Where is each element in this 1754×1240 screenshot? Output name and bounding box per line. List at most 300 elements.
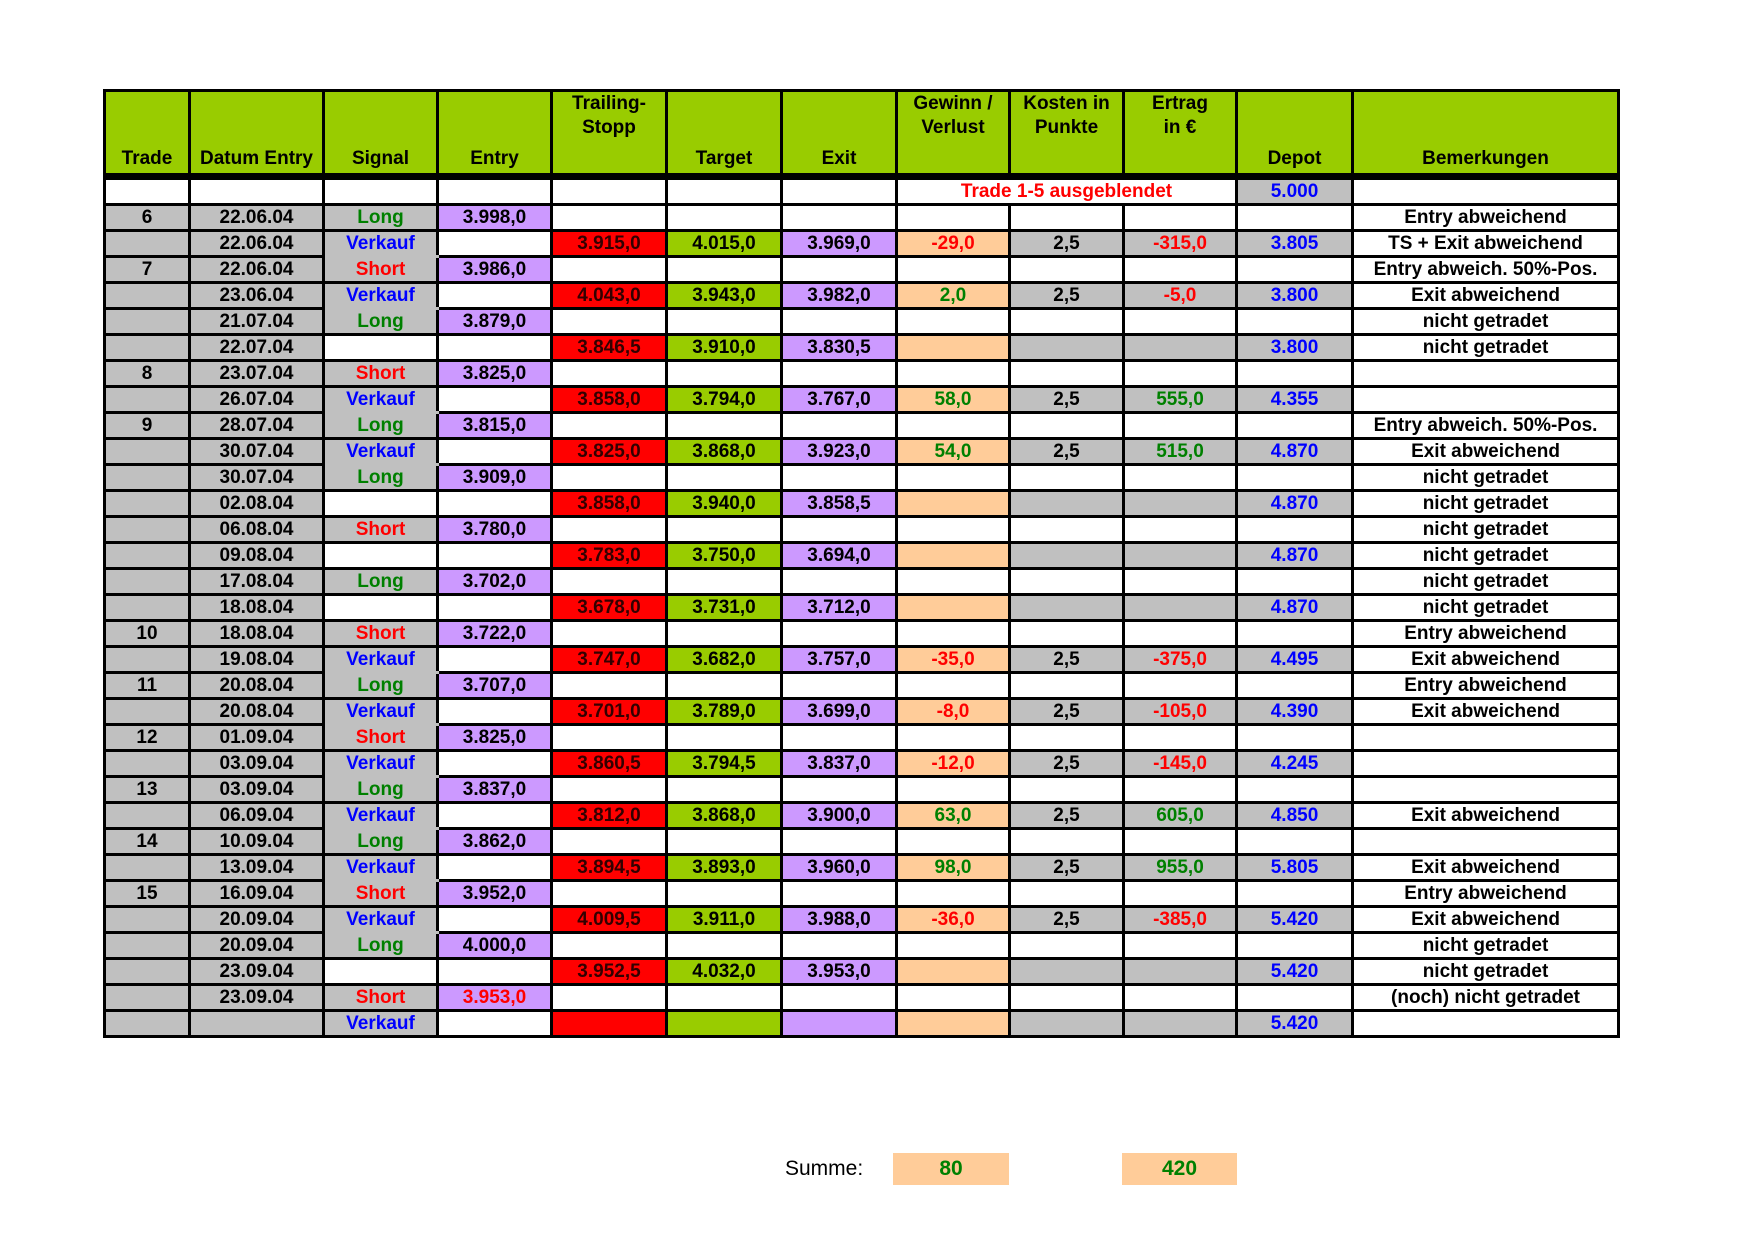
exit-cell[interactable]	[782, 985, 897, 1011]
date-cell[interactable]: 22.06.04	[190, 205, 324, 231]
ertrag-cell[interactable]	[1124, 465, 1237, 491]
date-cell[interactable]: 03.09.04	[190, 777, 324, 803]
kosten-cell[interactable]	[1010, 413, 1124, 439]
ertrag-cell[interactable]: -105,0	[1124, 699, 1237, 725]
kosten-cell[interactable]	[1010, 829, 1124, 855]
cell[interactable]	[667, 177, 782, 205]
trade-number-cell[interactable]	[105, 309, 190, 335]
kosten-cell[interactable]: 2,5	[1010, 803, 1124, 829]
kosten-cell[interactable]	[1010, 205, 1124, 231]
depot-cell[interactable]: 3.800	[1237, 283, 1353, 309]
signal-cell[interactable]: Long	[324, 777, 438, 803]
gewinn-verlust-cell[interactable]: 54,0	[897, 439, 1010, 465]
depot-cell[interactable]	[1237, 257, 1353, 283]
trailing-stopp-cell[interactable]	[552, 985, 667, 1011]
depot-cell[interactable]: 5.420	[1237, 959, 1353, 985]
depot-cell[interactable]: 4.355	[1237, 387, 1353, 413]
depot-cell[interactable]: 4.850	[1237, 803, 1353, 829]
trailing-stopp-cell[interactable]: 3.812,0	[552, 803, 667, 829]
date-cell[interactable]: 20.09.04	[190, 933, 324, 959]
entry-cell[interactable]: 3.879,0	[438, 309, 552, 335]
signal-cell[interactable]: Verkauf	[324, 647, 438, 673]
bemerkung-cell[interactable]: Exit abweichend	[1353, 907, 1619, 933]
ertrag-cell[interactable]	[1124, 725, 1237, 751]
signal-cell[interactable]: Short	[324, 725, 438, 751]
exit-cell[interactable]	[782, 309, 897, 335]
depot-cell[interactable]	[1237, 413, 1353, 439]
kosten-cell[interactable]: 2,5	[1010, 751, 1124, 777]
entry-cell[interactable]	[438, 335, 552, 361]
exit-cell[interactable]	[782, 205, 897, 231]
ertrag-cell[interactable]	[1124, 517, 1237, 543]
entry-cell[interactable]	[438, 751, 552, 777]
ertrag-cell[interactable]	[1124, 829, 1237, 855]
entry-cell[interactable]: 3.837,0	[438, 777, 552, 803]
trailing-stopp-cell[interactable]: 3.701,0	[552, 699, 667, 725]
summe-gewinn-verlust[interactable]: 80	[893, 1153, 1009, 1185]
exit-cell[interactable]: 3.969,0	[782, 231, 897, 257]
gewinn-verlust-cell[interactable]	[897, 673, 1010, 699]
ertrag-cell[interactable]	[1124, 959, 1237, 985]
date-cell[interactable]: 23.09.04	[190, 985, 324, 1011]
date-cell[interactable]: 22.07.04	[190, 335, 324, 361]
ertrag-cell[interactable]	[1124, 257, 1237, 283]
bemerkung-cell[interactable]: nicht getradet	[1353, 569, 1619, 595]
gewinn-verlust-cell[interactable]	[897, 465, 1010, 491]
bemerkung-cell[interactable]: nicht getradet	[1353, 959, 1619, 985]
bemerkung-cell[interactable]	[1353, 387, 1619, 413]
trade-number-cell[interactable]: 8	[105, 361, 190, 387]
trade-number-cell[interactable]	[105, 985, 190, 1011]
entry-cell[interactable]	[438, 491, 552, 517]
bemerkung-cell[interactable]	[1353, 1011, 1619, 1037]
depot-cell[interactable]: 4.245	[1237, 751, 1353, 777]
bemerkung-cell[interactable]	[1353, 777, 1619, 803]
signal-cell[interactable]: Short	[324, 621, 438, 647]
target-cell[interactable]: 3.868,0	[667, 803, 782, 829]
gewinn-verlust-cell[interactable]: 2,0	[897, 283, 1010, 309]
trailing-stopp-cell[interactable]	[552, 465, 667, 491]
kosten-cell[interactable]	[1010, 309, 1124, 335]
depot-cell[interactable]: 4.390	[1237, 699, 1353, 725]
depot-cell[interactable]: 4.870	[1237, 543, 1353, 569]
gewinn-verlust-cell[interactable]	[897, 933, 1010, 959]
depot-cell[interactable]: 5.420	[1237, 1011, 1353, 1037]
gewinn-verlust-cell[interactable]	[897, 777, 1010, 803]
bemerkung-cell[interactable]: Exit abweichend	[1353, 855, 1619, 881]
signal-cell[interactable]	[324, 543, 438, 569]
trade-number-cell[interactable]: 14	[105, 829, 190, 855]
date-cell[interactable]: 16.09.04	[190, 881, 324, 907]
date-cell[interactable]: 23.07.04	[190, 361, 324, 387]
ertrag-cell[interactable]: 555,0	[1124, 387, 1237, 413]
target-cell[interactable]	[667, 205, 782, 231]
exit-cell[interactable]: 3.837,0	[782, 751, 897, 777]
cell[interactable]	[105, 177, 190, 205]
date-cell[interactable]: 18.08.04	[190, 621, 324, 647]
trade-number-cell[interactable]	[105, 1011, 190, 1037]
ertrag-cell[interactable]: 955,0	[1124, 855, 1237, 881]
target-cell[interactable]: 3.868,0	[667, 439, 782, 465]
kosten-cell[interactable]	[1010, 595, 1124, 621]
entry-cell[interactable]: 3.998,0	[438, 205, 552, 231]
signal-cell[interactable]: Verkauf	[324, 1011, 438, 1037]
signal-cell[interactable]	[324, 491, 438, 517]
gewinn-verlust-cell[interactable]	[897, 361, 1010, 387]
trailing-stopp-cell[interactable]	[552, 413, 667, 439]
exit-cell[interactable]	[782, 673, 897, 699]
entry-cell[interactable]	[438, 1011, 552, 1037]
signal-cell[interactable]: Short	[324, 361, 438, 387]
gewinn-verlust-cell[interactable]	[897, 257, 1010, 283]
kosten-cell[interactable]	[1010, 959, 1124, 985]
trade-number-cell[interactable]	[105, 491, 190, 517]
trade-number-cell[interactable]: 7	[105, 257, 190, 283]
entry-cell[interactable]: 3.952,0	[438, 881, 552, 907]
kosten-cell[interactable]	[1010, 491, 1124, 517]
entry-cell[interactable]: 3.953,0	[438, 985, 552, 1011]
gewinn-verlust-cell[interactable]	[897, 985, 1010, 1011]
bemerkung-cell[interactable]: nicht getradet	[1353, 491, 1619, 517]
target-cell[interactable]: 3.893,0	[667, 855, 782, 881]
gewinn-verlust-cell[interactable]	[897, 621, 1010, 647]
signal-cell[interactable]: Long	[324, 569, 438, 595]
trade-number-cell[interactable]	[105, 595, 190, 621]
signal-cell[interactable]: Verkauf	[324, 751, 438, 777]
signal-cell[interactable]: Verkauf	[324, 907, 438, 933]
ertrag-cell[interactable]: 515,0	[1124, 439, 1237, 465]
ertrag-cell[interactable]	[1124, 881, 1237, 907]
trailing-stopp-cell[interactable]	[552, 933, 667, 959]
trailing-stopp-cell[interactable]	[552, 309, 667, 335]
trailing-stopp-cell[interactable]: 3.858,0	[552, 491, 667, 517]
exit-cell[interactable]	[782, 569, 897, 595]
bemerkung-cell[interactable]: nicht getradet	[1353, 933, 1619, 959]
entry-cell[interactable]: 3.722,0	[438, 621, 552, 647]
kosten-cell[interactable]: 2,5	[1010, 855, 1124, 881]
gewinn-verlust-cell[interactable]	[897, 1011, 1010, 1037]
date-cell[interactable]: 17.08.04	[190, 569, 324, 595]
signal-cell[interactable]: Verkauf	[324, 855, 438, 881]
date-cell[interactable]: 20.08.04	[190, 699, 324, 725]
exit-cell[interactable]: 3.900,0	[782, 803, 897, 829]
exit-cell[interactable]: 3.988,0	[782, 907, 897, 933]
target-cell[interactable]	[667, 413, 782, 439]
target-cell[interactable]: 3.794,5	[667, 751, 782, 777]
entry-cell[interactable]	[438, 595, 552, 621]
exit-cell[interactable]	[782, 1011, 897, 1037]
target-cell[interactable]	[667, 725, 782, 751]
ertrag-cell[interactable]	[1124, 309, 1237, 335]
entry-cell[interactable]	[438, 439, 552, 465]
signal-cell[interactable]: Long	[324, 413, 438, 439]
depot-cell[interactable]	[1237, 465, 1353, 491]
trailing-stopp-cell[interactable]	[552, 361, 667, 387]
exit-cell[interactable]	[782, 257, 897, 283]
ertrag-cell[interactable]	[1124, 595, 1237, 621]
depot-cell[interactable]	[1237, 933, 1353, 959]
depot-cell[interactable]: 5.805	[1237, 855, 1353, 881]
trailing-stopp-cell[interactable]: 3.894,5	[552, 855, 667, 881]
entry-cell[interactable]: 4.000,0	[438, 933, 552, 959]
entry-cell[interactable]	[438, 231, 552, 257]
kosten-cell[interactable]: 2,5	[1010, 387, 1124, 413]
signal-cell[interactable]: Verkauf	[324, 439, 438, 465]
depot-cell[interactable]: 4.495	[1237, 647, 1353, 673]
trade-number-cell[interactable]: 9	[105, 413, 190, 439]
date-cell[interactable]: 30.07.04	[190, 439, 324, 465]
depot-cell[interactable]: 4.870	[1237, 439, 1353, 465]
trailing-stopp-cell[interactable]: 3.747,0	[552, 647, 667, 673]
trade-number-cell[interactable]	[105, 543, 190, 569]
target-cell[interactable]: 3.943,0	[667, 283, 782, 309]
exit-cell[interactable]	[782, 413, 897, 439]
bemerkung-cell[interactable]	[1353, 725, 1619, 751]
bemerkung-cell[interactable]: Entry abweichend	[1353, 673, 1619, 699]
ertrag-cell[interactable]	[1124, 777, 1237, 803]
kosten-cell[interactable]	[1010, 621, 1124, 647]
gewinn-verlust-cell[interactable]: 63,0	[897, 803, 1010, 829]
exit-cell[interactable]: 3.953,0	[782, 959, 897, 985]
entry-cell[interactable]: 3.909,0	[438, 465, 552, 491]
kosten-cell[interactable]	[1010, 335, 1124, 361]
exit-cell[interactable]: 3.694,0	[782, 543, 897, 569]
kosten-cell[interactable]	[1010, 985, 1124, 1011]
trade-number-cell[interactable]	[105, 751, 190, 777]
signal-cell[interactable]	[324, 595, 438, 621]
kosten-cell[interactable]	[1010, 569, 1124, 595]
signal-cell[interactable]: Long	[324, 205, 438, 231]
depot-cell[interactable]	[1237, 569, 1353, 595]
bemerkung-cell[interactable]: Exit abweichend	[1353, 803, 1619, 829]
ertrag-cell[interactable]	[1124, 1011, 1237, 1037]
bemerkung-cell[interactable]	[1353, 361, 1619, 387]
entry-cell[interactable]	[438, 283, 552, 309]
ertrag-cell[interactable]	[1124, 205, 1237, 231]
signal-cell[interactable]: Long	[324, 829, 438, 855]
trade-number-cell[interactable]	[105, 959, 190, 985]
exit-cell[interactable]	[782, 777, 897, 803]
cell[interactable]	[438, 177, 552, 205]
bemerkung-cell[interactable]: Exit abweichend	[1353, 283, 1619, 309]
kosten-cell[interactable]	[1010, 777, 1124, 803]
gewinn-verlust-cell[interactable]: -12,0	[897, 751, 1010, 777]
ertrag-cell[interactable]: -375,0	[1124, 647, 1237, 673]
bemerkung-cell[interactable]: nicht getradet	[1353, 465, 1619, 491]
kosten-cell[interactable]	[1010, 517, 1124, 543]
date-cell[interactable]: 06.09.04	[190, 803, 324, 829]
date-cell[interactable]: 23.09.04	[190, 959, 324, 985]
target-cell[interactable]	[667, 361, 782, 387]
target-cell[interactable]: 3.789,0	[667, 699, 782, 725]
depot-cell[interactable]	[1237, 205, 1353, 231]
target-cell[interactable]	[667, 465, 782, 491]
trailing-stopp-cell[interactable]: 3.860,5	[552, 751, 667, 777]
gewinn-verlust-cell[interactable]	[897, 725, 1010, 751]
bemerkung-cell[interactable]: nicht getradet	[1353, 309, 1619, 335]
kosten-cell[interactable]: 2,5	[1010, 699, 1124, 725]
gewinn-verlust-cell[interactable]: 98,0	[897, 855, 1010, 881]
depot-cell[interactable]	[1237, 881, 1353, 907]
trade-number-cell[interactable]	[105, 387, 190, 413]
target-cell[interactable]	[667, 881, 782, 907]
gewinn-verlust-cell[interactable]	[897, 491, 1010, 517]
trade-number-cell[interactable]: 12	[105, 725, 190, 751]
trade-number-cell[interactable]	[105, 517, 190, 543]
cell[interactable]	[324, 177, 438, 205]
signal-cell[interactable]	[324, 959, 438, 985]
target-cell[interactable]: 3.911,0	[667, 907, 782, 933]
ertrag-cell[interactable]: -315,0	[1124, 231, 1237, 257]
exit-cell[interactable]: 3.960,0	[782, 855, 897, 881]
trade-number-cell[interactable]: 6	[105, 205, 190, 231]
gewinn-verlust-cell[interactable]	[897, 413, 1010, 439]
depot-cell[interactable]	[1237, 673, 1353, 699]
ertrag-cell[interactable]	[1124, 985, 1237, 1011]
signal-cell[interactable]: Long	[324, 309, 438, 335]
date-cell[interactable]: 10.09.04	[190, 829, 324, 855]
target-cell[interactable]	[667, 517, 782, 543]
kosten-cell[interactable]	[1010, 257, 1124, 283]
depot-cell[interactable]	[1237, 361, 1353, 387]
exit-cell[interactable]	[782, 517, 897, 543]
signal-cell[interactable]: Long	[324, 673, 438, 699]
trailing-stopp-cell[interactable]	[552, 621, 667, 647]
date-cell[interactable]: 26.07.04	[190, 387, 324, 413]
trade-number-cell[interactable]	[105, 231, 190, 257]
target-cell[interactable]: 4.032,0	[667, 959, 782, 985]
trade-number-cell[interactable]: 11	[105, 673, 190, 699]
target-cell[interactable]: 3.682,0	[667, 647, 782, 673]
entry-cell[interactable]: 3.707,0	[438, 673, 552, 699]
trade-number-cell[interactable]	[105, 569, 190, 595]
trailing-stopp-cell[interactable]: 3.825,0	[552, 439, 667, 465]
kosten-cell[interactable]	[1010, 933, 1124, 959]
trailing-stopp-cell[interactable]: 3.783,0	[552, 543, 667, 569]
entry-cell[interactable]	[438, 907, 552, 933]
ertrag-cell[interactable]: -145,0	[1124, 751, 1237, 777]
entry-cell[interactable]: 3.825,0	[438, 725, 552, 751]
date-cell[interactable]	[190, 1011, 324, 1037]
depot-cell[interactable]	[1237, 517, 1353, 543]
entry-cell[interactable]	[438, 647, 552, 673]
ertrag-cell[interactable]	[1124, 569, 1237, 595]
target-cell[interactable]	[667, 777, 782, 803]
entry-cell[interactable]: 3.780,0	[438, 517, 552, 543]
trade-number-cell[interactable]: 15	[105, 881, 190, 907]
trailing-stopp-cell[interactable]: 3.952,5	[552, 959, 667, 985]
trailing-stopp-cell[interactable]	[552, 569, 667, 595]
entry-cell[interactable]	[438, 959, 552, 985]
exit-cell[interactable]	[782, 361, 897, 387]
exit-cell[interactable]: 3.712,0	[782, 595, 897, 621]
trade-number-cell[interactable]	[105, 855, 190, 881]
target-cell[interactable]	[667, 829, 782, 855]
bemerkung-cell[interactable]: Exit abweichend	[1353, 699, 1619, 725]
gewinn-verlust-cell[interactable]	[897, 309, 1010, 335]
trade-number-cell[interactable]	[105, 699, 190, 725]
target-cell[interactable]: 4.015,0	[667, 231, 782, 257]
target-cell[interactable]: 3.794,0	[667, 387, 782, 413]
kosten-cell[interactable]: 2,5	[1010, 439, 1124, 465]
kosten-cell[interactable]	[1010, 465, 1124, 491]
bemerkung-cell[interactable]: TS + Exit abweichend	[1353, 231, 1619, 257]
trailing-stopp-cell[interactable]	[552, 673, 667, 699]
entry-cell[interactable]	[438, 699, 552, 725]
gewinn-verlust-cell[interactable]: -8,0	[897, 699, 1010, 725]
depot-cell[interactable]: 3.805	[1237, 231, 1353, 257]
summe-ertrag[interactable]: 420	[1122, 1153, 1237, 1185]
target-cell[interactable]	[667, 1011, 782, 1037]
bemerkung-cell[interactable]: Entry abweichend	[1353, 205, 1619, 231]
signal-cell[interactable]: Verkauf	[324, 803, 438, 829]
ertrag-cell[interactable]	[1124, 673, 1237, 699]
bemerkung-cell[interactable]: Exit abweichend	[1353, 647, 1619, 673]
gewinn-verlust-cell[interactable]	[897, 543, 1010, 569]
exit-cell[interactable]	[782, 881, 897, 907]
exit-cell[interactable]: 3.757,0	[782, 647, 897, 673]
ertrag-cell[interactable]	[1124, 361, 1237, 387]
date-cell[interactable]: 06.08.04	[190, 517, 324, 543]
date-cell[interactable]: 03.09.04	[190, 751, 324, 777]
date-cell[interactable]: 28.07.04	[190, 413, 324, 439]
entry-cell[interactable]: 3.702,0	[438, 569, 552, 595]
kosten-cell[interactable]	[1010, 543, 1124, 569]
trade-number-cell[interactable]	[105, 335, 190, 361]
ertrag-cell[interactable]: -385,0	[1124, 907, 1237, 933]
gewinn-verlust-cell[interactable]	[897, 335, 1010, 361]
exit-cell[interactable]: 3.767,0	[782, 387, 897, 413]
gewinn-verlust-cell[interactable]	[897, 569, 1010, 595]
target-cell[interactable]	[667, 985, 782, 1011]
trailing-stopp-cell[interactable]	[552, 205, 667, 231]
cell[interactable]	[1353, 177, 1619, 205]
depot-cell[interactable]: 4.870	[1237, 491, 1353, 517]
signal-cell[interactable]: Short	[324, 257, 438, 283]
cell[interactable]	[782, 177, 897, 205]
signal-cell[interactable]: Short	[324, 985, 438, 1011]
bemerkung-cell[interactable]: Entry abweich. 50%-Pos.	[1353, 413, 1619, 439]
depot-cell[interactable]	[1237, 829, 1353, 855]
kosten-cell[interactable]: 2,5	[1010, 283, 1124, 309]
ertrag-cell[interactable]	[1124, 933, 1237, 959]
gewinn-verlust-cell[interactable]: -29,0	[897, 231, 1010, 257]
trailing-stopp-cell[interactable]: 3.858,0	[552, 387, 667, 413]
cell[interactable]	[552, 177, 667, 205]
trailing-stopp-cell[interactable]	[552, 517, 667, 543]
kosten-cell[interactable]	[1010, 1011, 1124, 1037]
date-cell[interactable]: 19.08.04	[190, 647, 324, 673]
bemerkung-cell[interactable]: nicht getradet	[1353, 335, 1619, 361]
entry-cell[interactable]	[438, 387, 552, 413]
ertrag-cell[interactable]	[1124, 413, 1237, 439]
kosten-cell[interactable]	[1010, 881, 1124, 907]
entry-cell[interactable]: 3.815,0	[438, 413, 552, 439]
kosten-cell[interactable]	[1010, 725, 1124, 751]
trade-number-cell[interactable]	[105, 283, 190, 309]
trailing-stopp-cell[interactable]	[552, 257, 667, 283]
trailing-stopp-cell[interactable]: 4.009,5	[552, 907, 667, 933]
bemerkung-cell[interactable]: nicht getradet	[1353, 517, 1619, 543]
gewinn-verlust-cell[interactable]	[897, 595, 1010, 621]
bemerkung-cell[interactable]: Entry abweichend	[1353, 881, 1619, 907]
trade-number-cell[interactable]	[105, 465, 190, 491]
gewinn-verlust-cell[interactable]	[897, 881, 1010, 907]
date-cell[interactable]: 02.08.04	[190, 491, 324, 517]
gewinn-verlust-cell[interactable]: -35,0	[897, 647, 1010, 673]
entry-cell[interactable]: 3.862,0	[438, 829, 552, 855]
exit-cell[interactable]: 3.830,5	[782, 335, 897, 361]
